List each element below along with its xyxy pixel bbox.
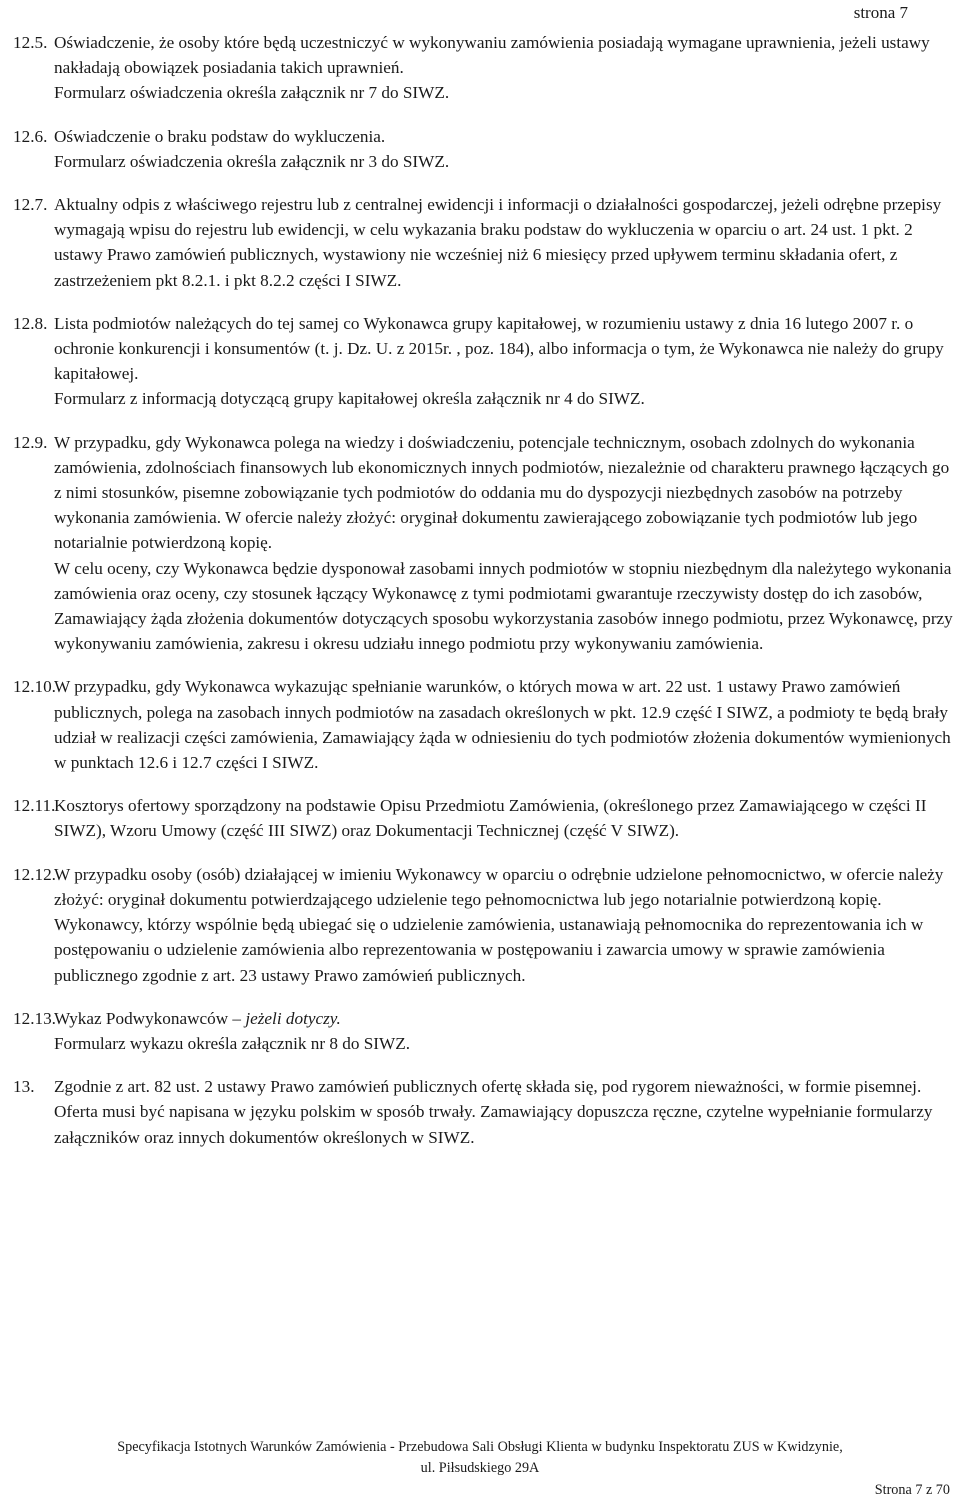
section-12-7 (13, 192, 959, 293)
section-text: Formularz oświadczenia określa załącznik nr 7 do SIWZ. (54, 83, 450, 103)
section-number: 13. (13, 1077, 35, 1097)
section-number: 12.9. (13, 432, 48, 452)
page-footer (0, 1437, 960, 1479)
footer-address: ul. Piłsudskiego 29A (420, 1460, 540, 1476)
section-12-8 (13, 311, 959, 412)
section-12-6 (13, 124, 959, 174)
document-content (13, 30, 959, 1168)
section-12-13 (13, 1006, 959, 1056)
section-text: W celu oceny, czy Wykonawca będzie dysponował zasobami innych podmiotów w stopniu niezbędnym dla należytego wykonania zamówienia oraz oceny, czy stosunek łączący Wykonawcę z tymi podmiotami gwarantuje rzeczywisty dostęp do ich zasobów, Zamawiający żąda złożenia dokumentów dotyczących sposobu wykorzystania zasobów innego podmiotu, przez Wykonawcę, przy wykonywaniu zamówienia, zakresu i okresu udziału innego podmiotu przy wykonywaniu zamówienia. (54, 558, 953, 654)
section-text: Oświadczenie o braku podstaw do wykluczenia. (54, 126, 386, 146)
section-italic-note: jeżeli dotyczy. (245, 1008, 341, 1028)
section-text: Lista podmiotów należących do tej samej co Wykonawca grupy kapitałowej, w rozumieniu ustawy z dnia 16 lutego 2007 r. o ochronie konkurencji i konsumentów (t. j. Dz. U. z 2015r. , poz. 184), albo informacja o tym, że Wykonawca nie należy do grupy kapitałowej. (54, 313, 944, 384)
section-12-5 (13, 30, 959, 106)
section-text: W przypadku, gdy Wykonawca wykazując spełnianie warunków, o których mowa w art. 22 ust. 1 ustawy Prawo zamówień publicznych, polega na zasobach innych podmiotów na zasadach określonych w pkt. 12.9 część I SIWZ, a podmioty te będą brały udział w realizacji części zamówienia, Zamawiający żąda w odniesieniu do tych podmiotów złożenia dokumentów wymienionych w punktach 12.6 i 12.7 części I SIWZ. (54, 677, 951, 773)
section-number: 12.5. (13, 33, 48, 52)
section-text: W przypadku, gdy Wykonawca polega na wiedzy i doświadczeniu, potencjale technicznym, osobach zdolnych do wykonania zamówienia, zdolnościach finansowych lub ekonomicznych innych podmiotów, niezależnie od charakteru prawnego łączących go z nimi stosunków, pisemne zobowiązanie tych podmiotów do oddania mu do dyspozycji niezbędnych zasobów na potrzeby wykonania zamówienia. W ofercie należy złożyć: oryginał dokumentu zawierającego zobowiązanie tych podmiotów lub jego notarialnie potwierdzoną kopię. (54, 432, 950, 553)
section-number: 12.12. (13, 864, 56, 884)
section-text: W przypadku osoby (osób) działającej w imieniu Wykonawcy w oparciu o odrębnie udzielone pełnomocnictwo, w ofercie należy złożyć: oryginał dokumentu potwierdzającego udzielenie tego pełnomocnictwa lub jego notarialnie potwierdzoną kopię. Wykonawcy, którzy wspólnie będą ubiegać się o udzielenie zamówienia, ustanawiają pełnomocnika do reprezentowania ich w postępowaniu o udzielenie zamówienia albo reprezentowania w postępowaniu i zawarcia umowy w sprawie zamówienia publicznego zgodnie z art. 23 ustawy Prawo zamówień publicznych. (54, 864, 944, 985)
section-12-12 (13, 862, 959, 988)
section-text (54, 1006, 959, 1031)
section-number: 12.13. (13, 1008, 56, 1028)
section-12-9 (13, 430, 959, 657)
section-number: 12.10. (13, 677, 56, 697)
section-text: Oświadczenie, że osoby które będą uczestniczyć w wykonywaniu zamówienia posiadają wymagane uprawnienia, jeżeli ustawy nakładają obowiązek posiadania takich uprawnień. (54, 33, 930, 78)
section-12-11 (13, 793, 959, 843)
section-number: 12.7. (13, 195, 48, 215)
section-text: Formularz wykazu określa załącznik nr 8 do SIWZ. (54, 1033, 411, 1053)
section-number: 12.11. (13, 796, 56, 816)
section-number: 12.8. (13, 313, 48, 333)
page-header-label: strona 7 (853, 3, 908, 22)
section-lead: Wykaz Podwykonawców – (54, 1008, 242, 1028)
section-text: Zgodnie z art. 82 ust. 2 ustawy Prawo zamówień publicznych ofertę składa się, pod rygorem nieważności, w formie pisemnej. Oferta musi być napisana w języku polskim w sposób trwały. Zamawiający dopuszcza ręczne, czytelne wypełnianie formularzy załączników oraz innych dokumentów określonych w SIWZ. (54, 1077, 933, 1147)
section-12-10 (13, 674, 959, 775)
section-text: Formularz z informacją dotyczącą grupy kapitałowej określa załącznik nr 4 do SIWZ. (54, 389, 645, 409)
section-text: Formularz oświadczenia określa załącznik nr 3 do SIWZ. (54, 151, 450, 171)
section-number: 12.6. (13, 126, 48, 146)
section-text: Aktualny odpis z właściwego rejestru lub z centralnej ewidencji i informacji o działalności gospodarczej, jeżeli odrębne przepisy wymagają wpisu do rejestru lub ewidencji, w celu wykazania braku podstaw do wykluczenia w oparciu o art. 24 ust. 1 pkt. 2 ustawy Prawo zamówień publicznych, wystawiony nie wcześniej niż 6 miesięcy przed upływem terminu składania ofert, z zastrzeżeniem pkt 8.2.1. i pkt 8.2.2 części I SIWZ. (54, 195, 942, 290)
section-text: Kosztorys ofertowy sporządzony na podstawie Opisu Przedmiotu Zamówienia, (określonego przez Zamawiającego w części II SIWZ), Wzoru Umowy (część III SIWZ) oraz Dokumentacji Technicznej (część V SIWZ). (54, 796, 927, 841)
page-number: Strona 7 z 70 (874, 1482, 950, 1498)
section-13 (13, 1074, 959, 1150)
footer-title: Specyfikacja Istotnych Warunków Zamówienia - Przebudowa Sali Obsługi Klienta w budynku Inspektoratu ZUS w Kwidzynie, (117, 1439, 843, 1455)
